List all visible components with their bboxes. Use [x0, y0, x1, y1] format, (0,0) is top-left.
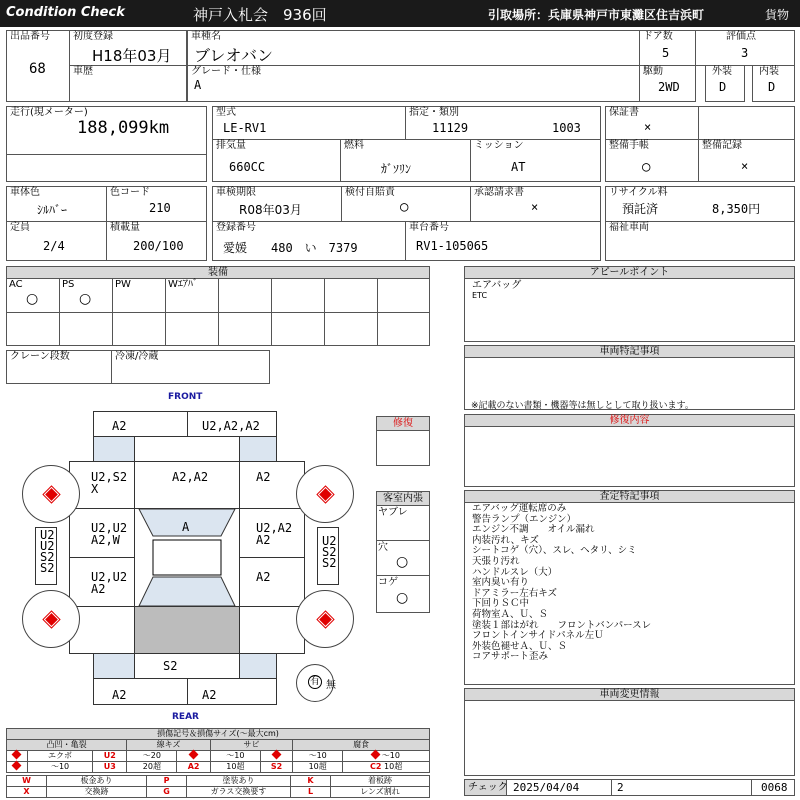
- freezer-box: 冷凍/冷蔵: [111, 350, 270, 384]
- special-box: [464, 357, 795, 410]
- panel-rear-center: S2: [134, 653, 240, 679]
- drive-box: 駆動 2WD: [639, 65, 696, 102]
- inspection-box: 車検期限 R08年03月: [212, 186, 342, 222]
- designation-class: 1003: [552, 121, 581, 135]
- check-code: 0068: [761, 781, 788, 794]
- legend-keys: W 板金あり P 塗装あり K 着板跡 X 交換跡 G ガラス交換要す L レンズ割れ: [6, 775, 430, 798]
- change-info-title: 車両変更情報: [464, 688, 795, 701]
- first-registration: H18年03月: [92, 47, 172, 65]
- cabin-burn-value: ○: [396, 590, 409, 606]
- note-item: エアバッグ運転席のみ: [472, 503, 567, 514]
- panel-front-left: A2: [93, 411, 188, 437]
- exterior-box: 外装 D: [705, 65, 745, 102]
- plate-number: 愛媛 480 い 7379: [223, 241, 358, 255]
- designation-box: 指定・類別 11129 1003: [405, 106, 601, 140]
- rear-label: REAR: [172, 712, 199, 722]
- score: 3: [741, 46, 749, 60]
- repair-content-title: 修復内容: [464, 414, 795, 427]
- appeal-item-1: エアバッグ: [472, 280, 522, 291]
- score-box: 評価点 3: [695, 30, 795, 66]
- note-item: 天張り汚れ: [472, 555, 520, 567]
- crane-box: クレーン段数: [6, 350, 112, 384]
- equip-wair-label: Wｴｱﾊﾞ: [168, 279, 198, 290]
- note-item: ハンドルスレ（大）: [472, 566, 558, 578]
- equip-ps-label: PS: [62, 279, 75, 290]
- note-item: シートコゲ（穴）、スレ、ヘタリ、シミ: [472, 545, 637, 557]
- maint-record: ×: [741, 159, 749, 173]
- note-item: 警告ランプ（エンジン）: [472, 513, 577, 525]
- approval-box: 承認請求書 ×: [470, 186, 601, 222]
- capacity: 2/4: [43, 239, 65, 253]
- inspection-notes-box: [464, 502, 795, 685]
- note-item: エンジン不調 オイル漏れ: [472, 524, 595, 536]
- frame-number: RV1-105065: [416, 239, 489, 253]
- auction-title: 神戸入札会 936回: [193, 6, 327, 24]
- color-box: 車体色 ｼﾙﾊﾞｰ: [6, 186, 107, 222]
- pickup-location: 引取場所：兵庫県神戸市東灘区住吉浜町: [488, 8, 705, 22]
- fuel-box: 燃料 ｶﾞｿﾘﾝ: [340, 139, 471, 182]
- cabin-burn-label: コゲ: [378, 577, 398, 588]
- doors-box: ドア数 5: [639, 30, 696, 66]
- inspection-notes-list: [472, 504, 651, 663]
- panel-roof: A: [134, 508, 240, 608]
- equip-ps-value: ○: [79, 291, 92, 307]
- spare-yes: 有: [310, 676, 320, 687]
- note-item: 塗装１部はがれ フロントバンパースレ: [472, 619, 652, 631]
- cabin-tear-label: ヤブレ: [378, 507, 408, 518]
- inspection-notes-title: 査定特記事項: [464, 490, 795, 503]
- warranty-box: 保証書 ×: [605, 106, 699, 140]
- equipment-title: 装備: [6, 266, 430, 279]
- legend-title: 損傷記号＆損傷サイズ(〜最大cm): [6, 728, 430, 740]
- drive: 2WD: [658, 80, 680, 94]
- car-name-box: 車種名 ブレオバン: [187, 30, 640, 66]
- panel-door-left-front: U2,U2 A2,W: [69, 508, 135, 558]
- note-item: ドアミラー左右キズ: [472, 587, 558, 599]
- approval: ×: [531, 200, 539, 214]
- check-label: チェック: [468, 782, 508, 793]
- car-name: ブレオバン: [194, 46, 274, 65]
- interior-box: 内装 D: [752, 65, 795, 102]
- panel-fender-right: A2: [239, 461, 305, 509]
- equip-grid: [6, 278, 430, 346]
- plate-box: 登録番号 愛媛 480 い 7379: [212, 221, 406, 261]
- legend-table: 凸凹・亀裂 線キズ サビ 腐食 エクボ U2 〜20 〜10 〜10 〜10 〜10 U3 20超 A2 10超 S2 10超 C2 10超: [6, 739, 430, 773]
- cargo-label: 貨物: [765, 8, 790, 22]
- brand-title: Condition Check: [6, 5, 125, 20]
- grade-box: グレード・仕様 A: [187, 65, 640, 102]
- colorcode-box: 色コード 210: [106, 186, 207, 222]
- cabin-title: 客室内張: [376, 491, 430, 506]
- body-color: ｼﾙﾊﾞｰ: [37, 203, 68, 217]
- displacement: 660CC: [229, 160, 266, 174]
- lot-number-box: 出品番号 68: [6, 30, 70, 102]
- header-bar: [0, 0, 800, 27]
- load-box: 積載量 200/100: [106, 221, 207, 261]
- panel-door-right-rear: A2: [239, 557, 305, 607]
- change-info-box: [464, 700, 795, 776]
- panel-door-right-front: U2,A2 A2: [239, 508, 305, 558]
- wheel-rear-left: [22, 590, 80, 648]
- color-code: 210: [149, 201, 171, 215]
- wheel-front-left: [22, 465, 80, 523]
- panel-front-right: U2,A2,A2: [187, 411, 277, 437]
- note-item: コアサポート歪み: [472, 651, 549, 663]
- maint-book: ○: [642, 159, 651, 175]
- special-note: ※記載のない書類・機器等は無しとして取り扱います。: [471, 401, 694, 411]
- model-code: LE-RV1: [223, 121, 267, 135]
- doors: 5: [662, 46, 670, 60]
- recycle-box: リサイクル料 預託済 8,350円: [605, 186, 795, 222]
- repair-content-box: [464, 426, 795, 487]
- recycle-fee: 8,350円: [712, 202, 761, 216]
- wheel-front-right: [296, 465, 354, 523]
- frame-box: 車台番号 RV1-105065: [405, 221, 601, 261]
- inspection-expiry: R08年03月: [239, 203, 302, 217]
- recycle-status: 預託済: [622, 202, 659, 216]
- panel-rear-left: A2: [93, 678, 188, 705]
- exterior: D: [719, 80, 727, 94]
- mileage: 188,099km: [77, 118, 170, 138]
- note-item: 外装色褪せＡ、Ｕ、Ｓ: [472, 640, 568, 652]
- welfare-box: 福祉車両: [605, 221, 795, 261]
- front-label: FRONT: [168, 392, 203, 402]
- designation: 11129: [432, 121, 469, 135]
- panel-hood: A2,A2: [134, 461, 240, 509]
- equip-pw-label: PW: [115, 279, 131, 290]
- note-item: 内装汚れ、キズ: [472, 534, 539, 546]
- mission-box: ミッション AT: [470, 139, 601, 182]
- model-box: 型式 LE-RV1: [212, 106, 406, 140]
- wheel-rear-right: [296, 590, 354, 648]
- interior: D: [768, 80, 776, 94]
- appeal-item-2: ETC: [472, 291, 488, 300]
- mission: AT: [511, 160, 526, 174]
- check-count: 2: [617, 781, 624, 794]
- panel-side-right: U2 S2 S2: [317, 527, 339, 585]
- insurance: ○: [400, 199, 409, 215]
- check-footer: [464, 779, 795, 796]
- cabin-hole-value: ○: [396, 554, 409, 570]
- note-item: 下回りＳＣ中: [472, 598, 530, 610]
- repair-title: 修復: [376, 416, 430, 431]
- panel-trunk: [134, 606, 240, 654]
- panel-rear-right: A2: [187, 678, 277, 705]
- fuel: ｶﾞｿﾘﾝ: [381, 162, 412, 176]
- note-item: 室内臭い有り: [472, 577, 530, 589]
- note-item: フロントインサイドパネル左Ｕ: [472, 630, 604, 642]
- capacity-box: 定員 2/4: [6, 221, 107, 261]
- equip-ac-value: ○: [26, 291, 39, 307]
- appeal-box: [464, 278, 795, 342]
- panel-door-left-rear: U2,U2 A2: [69, 557, 135, 607]
- load-capacity: 200/100: [133, 239, 184, 253]
- warranty: ×: [644, 120, 652, 134]
- displacement-box: 排気量 660CC: [212, 139, 341, 182]
- spare-no: 無: [326, 680, 336, 691]
- maint-record-box: 整備記録 ×: [698, 139, 795, 182]
- first-reg-box: 初度登録 H18年03月: [69, 30, 187, 66]
- panel-side-left: U2 U2 S2 S2: [35, 527, 57, 585]
- note-item: 荷物室Ａ、Ｕ、Ｓ: [472, 608, 549, 620]
- maint-book-box: 整備手帳 ○: [605, 139, 699, 182]
- cabin-box: [376, 505, 430, 613]
- grade: A: [194, 78, 202, 92]
- mileage-box: 走行(現メーター) 188,099km: [6, 106, 207, 182]
- repair-box: [376, 430, 430, 466]
- equip-ac-label: AC: [9, 279, 23, 290]
- check-date: 2025/04/04: [513, 781, 580, 794]
- appeal-title: アピールポイント: [464, 266, 795, 279]
- lot-number: 68: [29, 61, 46, 77]
- special-title: 車両特記事項: [464, 345, 795, 358]
- panel-fender-left: U2,S2 X: [69, 461, 135, 509]
- cabin-hole-label: 穴: [378, 542, 388, 553]
- history-box: 車歴: [69, 65, 187, 102]
- insurance-box: 検付自賠責 ○: [341, 186, 471, 222]
